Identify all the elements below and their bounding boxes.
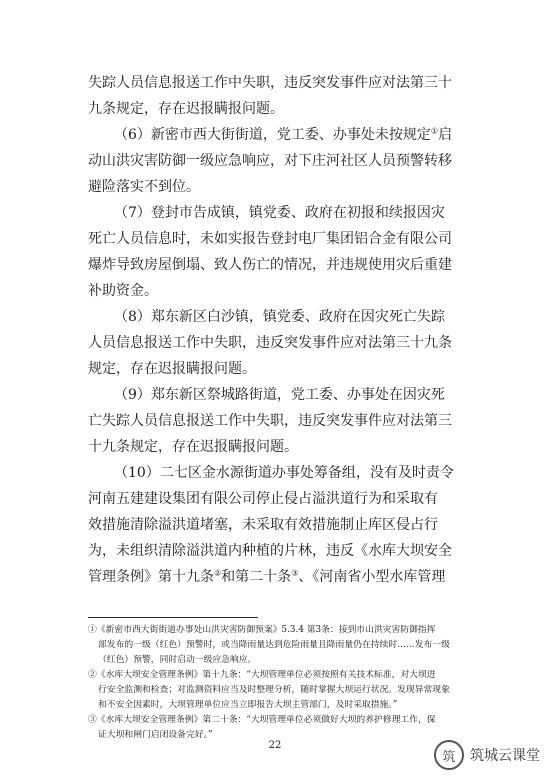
- text-segment: 、《河南省小型水库管理: [298, 569, 446, 585]
- text-line: 死亡人员信息时，未如实报告登封电厂集团铝合金有限公司: [88, 231, 452, 247]
- text-segment: 管理条例》第十九条: [88, 569, 214, 585]
- text-line: 规定，存在迟报瞒报问题。: [88, 361, 256, 377]
- text-line: （7）登封市告成镇，镇党委、政府在初报和续报因灾: [114, 205, 445, 221]
- text-line: 动山洪灾害防御一级应急响应，对下庄河社区人员预警转移: [88, 153, 452, 169]
- text-line: 亡失踪人员信息报送工作中失职，违反突发事件应对法第三: [88, 413, 452, 429]
- footnote-marker: ③: [291, 568, 299, 578]
- watermark-logo-glyph: 筑: [442, 749, 456, 765]
- footnote-line: （红色）预警，同时启动一级应急响应。: [98, 655, 257, 665]
- text-line: 避险落实不到位。: [88, 179, 200, 195]
- text-line: [88, 564, 466, 590]
- footnote-line: 行安全监测和检查；对监测资料应当及时整理分析，随时掌握大坝运行状况。发现异常现象: [98, 685, 450, 695]
- text-segment: 启: [438, 127, 453, 143]
- text-line: 人员信息报送工作中失职，违反突发事件应对法第三十九条: [88, 335, 452, 351]
- footnote-divider: [88, 617, 258, 618]
- text-line: [88, 122, 466, 148]
- footnote-line: ①《新密市西大街街道办事处山洪灾害防御预案》5.3.4 第3条：接到市山洪灾害防御指挥: [88, 625, 436, 635]
- text-line: 效措施清除溢洪道堵塞，未采取有效措施制止库区侵占行: [88, 517, 438, 533]
- text-line: 十九条规定，存在迟报瞒报问题。: [88, 439, 298, 455]
- footnote-marker: ②: [214, 568, 222, 578]
- text-line: 河南五建建设集团有限公司停止侵占溢洪道行为和采取有: [88, 491, 438, 507]
- footnote-line: ③《水库大坝安全管理条例》第二十条：“大坝管理单位必须做好大坝的养护修理工作，保: [88, 715, 436, 725]
- body-text: [88, 70, 466, 590]
- footnote-line: ②《水库大坝安全管理条例》第十九条：“大坝管理单位必须按照有关技术标准，对大坝进: [88, 670, 436, 680]
- watermark: [434, 740, 540, 770]
- text-line: （9）郑东新区祭城路街道，党工委、办事处在因灾死: [114, 387, 445, 403]
- page-number: 22: [268, 740, 282, 751]
- text-segment: （6）新密市西大街街道，党工委、办事处未按规定: [114, 127, 431, 143]
- text-line: 为，未组织清除溢洪道内种植的片林，违反《水库大坝安全: [88, 543, 452, 559]
- footnote-marker: ①: [430, 126, 439, 136]
- text-line: （10）二七区金水源街道办事处筹备组，没有及时责令: [114, 465, 454, 481]
- footnote-line: 证大坝和闸门启闭设备完好。”: [98, 730, 213, 740]
- footnote-line: 和不安全因素时，大坝管理单位应当立即报告大坝主管部门，及时采取措施。”: [98, 700, 398, 710]
- text-segment: 和第二十条: [221, 569, 292, 585]
- text-line: 九条规定，存在迟报瞒报问题。: [88, 101, 284, 117]
- text-line: 补助资金。: [88, 283, 158, 299]
- footnote-line: 部发布的一级（红色）预警时，或当降雨量达到危险雨量且降雨量仍在持续时……发布一级: [98, 640, 450, 650]
- watermark-logo-icon: [434, 740, 464, 770]
- watermark-text: 筑城云课堂: [470, 748, 540, 764]
- footnotes: [88, 623, 468, 743]
- text-line: 失踪人员信息报送工作中失职，违反突发事件应对法第三十: [88, 75, 452, 91]
- text-line: 爆炸导致房屋倒塌、致人伤亡的情况，并违规使用灾后重建: [88, 257, 452, 273]
- text-line: （8）郑东新区白沙镇，镇党委、政府在因灾死亡失踪: [114, 309, 445, 325]
